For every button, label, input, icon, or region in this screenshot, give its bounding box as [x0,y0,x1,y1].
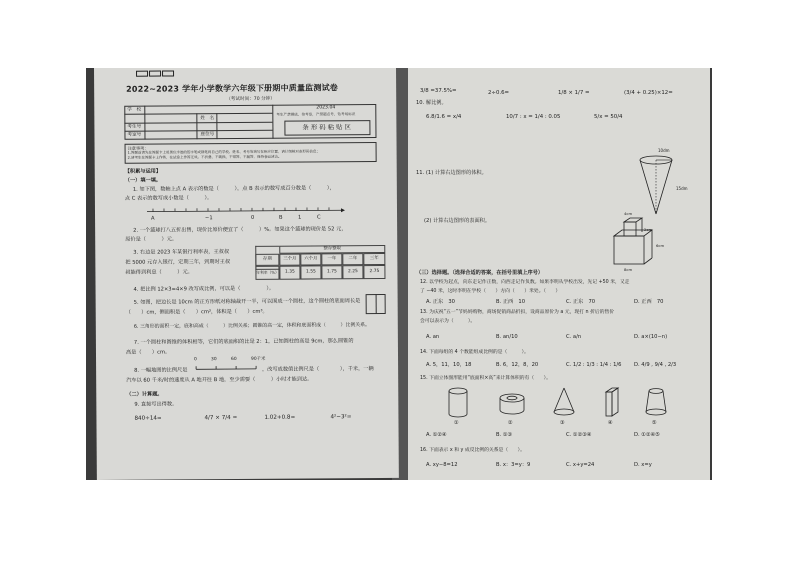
calc-7: 1/8 × 1/7 = [558,90,590,96]
calc-6: 2÷0.6= [488,90,510,96]
question-7-line-1: 7. 一个圆柱和圆锥的体积相等，它们的底面积的比是 2：1，已知圆柱的高是 9cm，那么圆锥的 [133,338,354,346]
prism-label-top: 4cm [624,211,633,216]
q15-option-c: C. ①②③④ [566,432,592,438]
axis-label-zero: 0 [251,214,255,221]
rate-table-caption: 整存整取 [279,245,385,254]
rate-value-2y: 2.25 [342,265,363,279]
label-name: 姓 名 [200,116,215,122]
question-3-line-1: 3. 右边是 2023 年某银行利率表，王叔叔 [133,249,230,256]
question-15: 15. 下面立体图形能用“底面积×高”来计算体积的有（ ）。 [420,376,551,381]
photo-frame [86,68,712,480]
q13-option-d: D. a×(10−n) [634,334,668,340]
rate-table-header-3m: 三个月 [279,254,300,266]
question-8-line-1: 8. 一幅地图的比例尺是 [134,367,188,374]
q13-option-c: C. a/n [566,334,582,340]
q12-option-a: A. 正东 30 [426,299,455,305]
q14-option-b: B. 6，12，8，20 [496,362,539,368]
question-11-part-2: (2) 计算右边图形的表面积。 [424,218,491,224]
proportion-3: 5/x = 50/4 [594,114,623,120]
rate-value-3m: 1.35 [279,266,300,280]
q12-option-d: D. 正西 70 [634,299,664,305]
rate-value-1y: 1.75 [321,265,342,279]
exam-notice: 考生严禁摸底、拍考卷，严禁超点号、钻考场标识 [276,112,356,117]
question-12-line-2: 了 −40 米，这时李明在学校（ ）方向（ ）米处。（ ） [420,289,561,294]
exam-time: （考试时间：70 分钟） [226,96,275,103]
exam-date: 2023.04 [316,105,336,111]
section-main-title: 【积累与运用】 [124,168,162,175]
q16-option-a: A. xy−8=12 [426,462,458,468]
q15-option-b: B. ①③ [496,432,513,438]
q14-option-a: A. 5，11，10，18 [426,362,472,368]
cone-height-label: 15dm [676,186,688,191]
instructions-line-2: 2.请考生在答题卡上作答，在试卷上作答无效。不折叠、不破损、不错答、不漏答，保持卷面清洁。 [127,154,282,160]
section-fill-blank: （一）填一填。 [124,177,162,184]
proportion-2: 10/7 : x = 1/4 : 0.05 [506,114,561,120]
axis-label-a: A [151,215,155,222]
solid-label-5: ⑤ [652,420,657,426]
question-3-line-3: 叔能得到利息（ ）元。 [125,269,193,276]
question-13-line-1: 13. 为庆祝“五一”节妈妈购物，商场促销商品折扣，设商品原价为 a 元，现打 n 折后的售价 [420,310,615,315]
section-calculation: （二）计算题。 [126,391,163,398]
solid-label-2: ② [508,420,513,426]
calc-2: 4/7 × 7/4 = [204,415,238,422]
axis-label-c: C [317,214,321,221]
question-14: 14. 下面每组的 4 个数能组成比例的是（ ）。 [420,350,529,355]
scale-tick-30: 30 [211,357,217,363]
q15-option-d: D. ①②④⑤ [634,432,660,438]
page-marker [136,70,175,79]
section-multiple-choice: （三）选择题。（选择合适的答案，在括号里填上序号） [416,270,544,276]
q16-option-d: D. x=y [634,462,652,468]
question-12-line-1: 12. 以学校为起点，向东走记作正数，向西走记作负数。如果李明从学校出发，先记 +50 米，又走 [420,280,630,285]
prism-label-bottom: 8cm [624,267,633,272]
label-seat-no: 座位号 [200,132,215,138]
prism-label-side: 6cm [656,243,665,248]
solid-label-3: ③ [560,420,565,426]
label-examinee-no: 考生号 [127,124,142,130]
question-2-line-1: 2. 一个篮球打八五折出售，现价比原价便宜了（ ）%。如果这个篮球的现价是 52 元， [133,226,347,234]
question-9: 9. 直接写出得数。 [134,401,178,408]
axis-label-one: 1 [298,214,302,221]
rate-table-header-1y: 一年 [321,253,342,265]
question-6: 6. 三角形的面积一定，底和高成（ ）比例关系；圆锥的高一定，体积和底面积成（ ）比例关系。 [133,322,370,330]
calc-5: 3/8 =37.5%= [420,88,457,94]
prism-label-small: 2cm [644,227,653,232]
axis-label-b: B [279,214,283,221]
q14-option-d: D. 4/9 , 9/4 , 2/3 [634,362,677,368]
rate-value-6m: 1.55 [300,265,321,279]
solid-label-4: ④ [608,420,613,426]
question-8-line-3: 汽车以 60 千米/时的速度从 A 地开往 B 地，至少需要（ ）小时才能到达。 [126,376,313,384]
scale-tick-90: 90千米 [251,356,266,362]
q14-option-c: C. 1/2 : 1/3 : 1/4 : 1/6 [566,362,622,368]
instructions-line-1: 1.答题前请先在答题卡上用黑色字迹的签字笔或钢笔将自己的学校、姓名、考号等填写在相应位置，请仔细核对条形码信息； [127,149,320,155]
interest-rate-table [255,245,385,282]
rate-table-header-6m: 六个月 [300,253,321,265]
question-7-line-2: 高是（ ）cm。 [125,349,171,356]
calc-1: 840÷14= [134,415,162,422]
rate-table-header-term: 存期 [255,254,279,266]
question-3-line-2: 把 5000 元存入银行，定期三年，到期时王叔 [125,259,231,266]
scale-tick-labels [194,356,274,363]
solid-figures [438,386,688,422]
scale-bar [192,359,260,375]
q13-option-a: A. an [426,334,440,340]
question-2-line-2: 原价是（ ）元。 [125,236,178,243]
calc-4: 4²−3²= [330,414,352,421]
rate-table-header-3y: 三年 [363,253,385,265]
question-5-line-2: （ ）cm，侧面积是（ ）cm²，体积是（ ）cm³。 [125,308,268,316]
label-room-no: 考室号 [127,132,142,138]
question-10: 10. 解比例。 [416,100,447,106]
q16-option-b: B. x：3=y：9 [496,462,531,468]
scale-tick-0: 0 [194,357,197,363]
label-school: 学 校 [127,107,142,113]
q15-option-a: A. ①②④ [426,432,447,438]
rate-value-3y: 2.75 [363,265,385,279]
question-16: 16. 下面表示 x 和 y 成反比例的关系是（ ）。 [420,448,525,453]
barcode-label: 条 形 码 粘 贴 区 [302,123,351,132]
question-1-line-1: 1. 如下图，数轴上点 A 表示的数是（ ），点 B 表示的数写成百分数是（ ）， [132,185,335,193]
q16-option-c: C. x+y=24 [566,462,595,468]
exam-title: 2022~2023 学年小学数学六年级下册期中质量监测试卷 [126,83,339,94]
proportion-1: 6.8/1.6 = x/4 [426,114,462,120]
q12-option-b: B. 正西 10 [496,299,526,305]
scale-tick-60: 60 [231,357,237,363]
calc-8: (3/4 + 0.25)×12= [624,90,673,96]
cone-diameter-label: 10dm [658,148,670,153]
q13-option-b: B. an/10 [496,334,518,340]
question-1-line-2: 点 C 表示的数写成小数是（ ）。 [124,195,213,202]
axis-labels [145,214,345,223]
question-5-line-1: 5. 如图，把边长是 10cm 的正方形纸对称轴裁开一半，可以围成一个圆柱，这个圆柱的底面周长是 [133,298,361,306]
question-8-line-2: ，改写成数值比例尺是（ ），千米，一辆 [262,366,374,373]
calc-3: 1.02+0.8= [264,414,296,421]
right-page [408,68,710,480]
prism-figure [608,216,678,278]
q12-option-c: C. 正东 70 [566,299,596,305]
question-4: 4. 把比例 12×3=4×9 改写成比例，可以是（ ）。 [133,285,275,293]
axis-label-neg1: −1 [205,215,213,222]
question-11-part-1: 11. (1) 计算右边图形的体积。 [416,170,487,176]
rate-table-row-label: 年利率（%） [255,266,279,280]
question-13-line-2: 会可以表示为（ ）。 [420,319,476,324]
left-page [94,68,399,480]
solid-label-1: ① [454,420,459,426]
instructions-title: 注意事项： [127,145,149,151]
rate-table-header-2y: 二年 [342,253,363,265]
